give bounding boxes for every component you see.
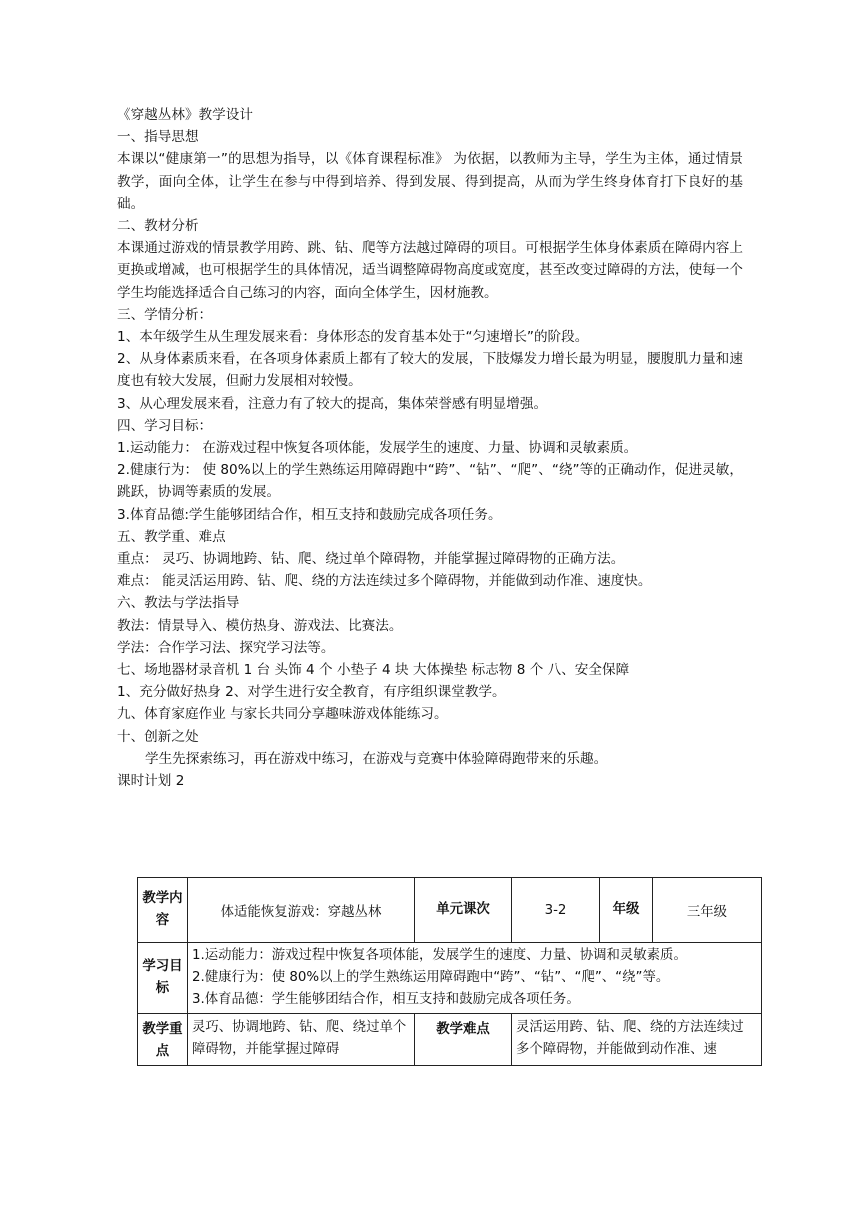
learning-method: 学法：合作学习法、探究学习法等。 <box>117 639 335 656</box>
goal-item: 1.运动能力：游戏过程中恢复各项体能，发展学生的速度、力量、协调和灵敏素质。 <box>192 948 687 963</box>
table-row <box>138 943 762 1014</box>
content-value: 体适能恢复游戏：穿越丛林 <box>188 878 415 943</box>
key-value: 灵巧、协调地跨、钻、爬、绕过单个障碍物，并能掌握过障碍 <box>192 1019 407 1057</box>
list-item: 2.健康行为： 使 80%以上的学生熟练运用障碍跑中“跨”、“钻”、“爬”、“绕”等的正确动作，促进灵敏，跳跃，协调等素质的发展。 <box>117 462 743 501</box>
document-title: 《穿越丛林》教学设计 <box>117 107 253 123</box>
grade-label: 年级 <box>600 878 653 943</box>
teaching-method: 教法：情景导入、模仿热身、游戏法、比赛法。 <box>117 617 403 634</box>
difficulty-label: 教学难点 <box>415 1014 512 1066</box>
section-heading: 一、指导思想 <box>117 129 199 146</box>
section-heading: 二、教材分析 <box>117 218 199 235</box>
goal-list <box>188 943 762 1014</box>
equipment-line: 七、场地器材录音机 1 台 头饰 4 个 小垫子 4 块 大体操垫 标志物 8 个 八、安全保障 <box>117 662 630 679</box>
key-point: 重点： 灵巧、协调地跨、钻、爬、绕过单个障碍物，并能掌握过障碍物的正确方法。 <box>117 551 625 568</box>
list-item: 3.体育品德:学生能够团结合作，相互支持和鼓励完成各项任务。 <box>117 506 502 523</box>
difficulty-cell <box>512 1014 762 1066</box>
grade-value: 三年级 <box>653 878 762 943</box>
goal-item: 3.体育品德：学生能够团结合作，相互支持和鼓励完成各项任务。 <box>192 992 580 1007</box>
table-row <box>138 1014 762 1066</box>
section-heading: 四、学习目标： <box>117 417 213 434</box>
section-heading: 十、创新之处 <box>117 728 199 745</box>
unit-label: 单元课次 <box>415 878 512 943</box>
list-item: 2、从身体素质来看，在各项身体素质上都有了较大的发展，下肢爆发力增长最为明显，腰腹肌力量和速度也有较大发展，但耐力发展相对较慢。 <box>117 351 743 390</box>
paragraph: 学生先探索练习，再在游戏中练习，在游戏与竞赛中体验障碍跑带来的乐趣。 <box>145 750 608 767</box>
content-label: 教学内容 <box>138 878 188 943</box>
lesson-plan-table <box>137 877 762 1066</box>
paragraph: 本课以“健康第一”的思想为指导，以《体育课程标准》 为依据，以教师为主导，学生为主体，通过情景教学，面向全体，让学生在参与中得到培养、得到发展、得到提高，从而为学生终身体育打下良好的基础。 <box>117 151 743 212</box>
homework-line: 九、体育家庭作业 与家长共同分享趣味游戏体能练习。 <box>117 706 448 723</box>
key-cell <box>188 1014 415 1066</box>
safety-line: 1、充分做好热身 2、对学生进行安全教育，有序组织课堂教学。 <box>117 684 506 701</box>
list-item: 1.运动能力： 在游戏过程中恢复各项体能，发展学生的速度、力量、协调和灵敏素质。 <box>117 440 638 457</box>
list-item: 1、本年级学生从生理发展来看：身体形态的发育基本处于“匀速增长”的阶段。 <box>117 329 589 346</box>
table-row <box>138 878 762 943</box>
document-body <box>117 104 743 792</box>
difficulty-value: 灵活运用跨、钻、爬、绕的方法连续过多个障碍物，并能做到动作准、速 <box>516 1019 744 1057</box>
plan-title: 课时计划 2 <box>117 773 185 790</box>
difficulty-point: 难点： 能灵活运用跨、钻、爬、绕的方法连续过多个障碍物，并能做到动作准、速度快。 <box>117 573 652 590</box>
list-item: 3、从心理发展来看，注意力有了较大的提高，集体荣誉感有明显增强。 <box>117 395 548 412</box>
section-heading: 六、教法与学法指导 <box>117 595 240 612</box>
goal-item: 2.健康行为：使 80%以上的学生熟练运用障碍跑中“跨”、“钻”、“爬”、“绕”等。 <box>192 970 670 985</box>
goal-label: 学习目标 <box>138 943 188 1014</box>
section-heading: 三、学情分析： <box>117 306 213 323</box>
paragraph: 本课通过游戏的情景教学用跨、跳、钻、爬等方法越过障碍的项目。可根据学生体身体素质在障碍内容上更换或增减，也可根据学生的具体情况，适当调整障碍物高度或宽度，甚至改变过障碍的方法，使每一个学生均能选择适合自己练习的内容，面向全体学生，因材施教。 <box>117 240 743 301</box>
key-label: 教学重点 <box>138 1014 188 1066</box>
section-heading: 五、教学重、难点 <box>117 528 226 545</box>
unit-value: 3-2 <box>512 878 600 943</box>
